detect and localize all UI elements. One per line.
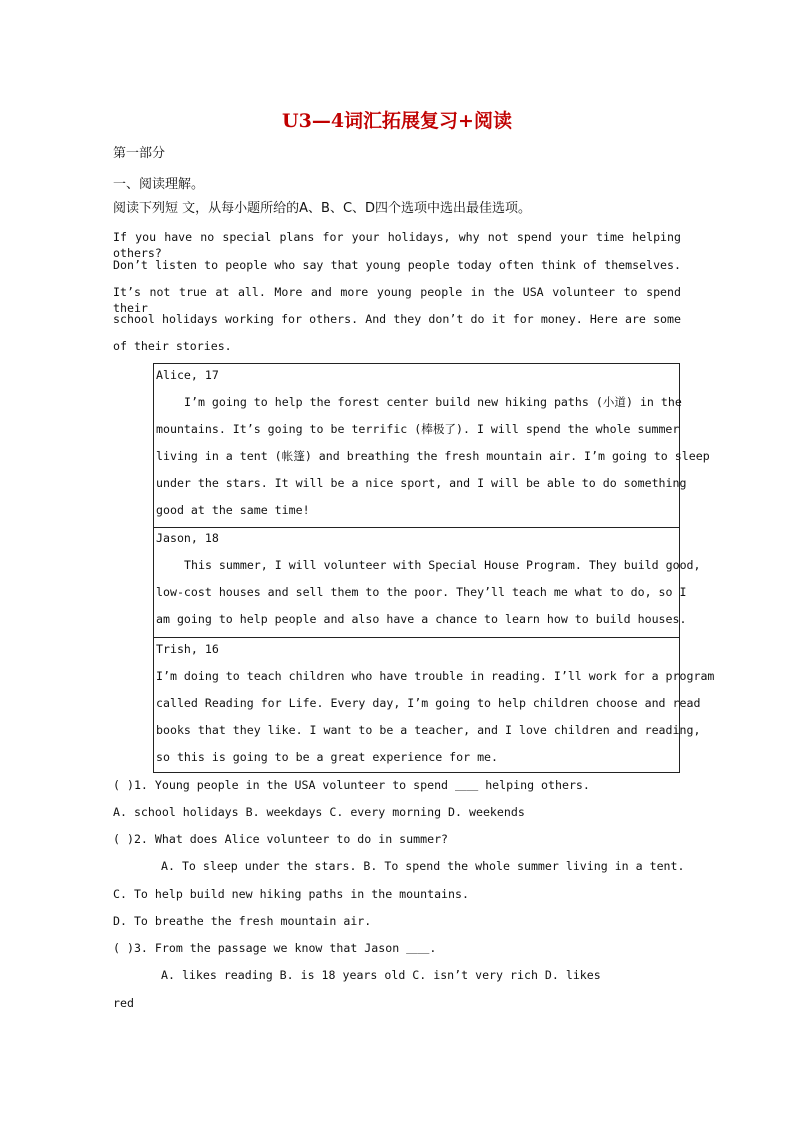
question-2-option-c: C. To help build new hiking paths in the mountains. [113,887,469,901]
story-line: This summer, I will volunteer with Special House Program. They build good, [184,558,701,572]
story-line: am going to help people and also have a chance to learn how to build houses. [156,612,687,626]
story-line: I’m doing to teach children who have trouble in reading. I’ll work for a program [156,669,715,683]
intro-line: school holidays working for others. And they don’t do it for money. Here are some [113,312,681,326]
question-1-options: A. school holidays B. weekdays C. every morning D. weekends [113,805,525,819]
story-line: mountains. It’s going to be terrific (棒极了). I will spend the whole summer [156,422,680,436]
question-1: ( )1. Young people in the USA volunteer to spend ＿＿ helping others. [113,778,590,792]
story-jason [154,528,701,638]
section-heading: 一、阅读理解。 [113,177,205,192]
page-title: U3—4词汇拓展复习+阅读 [282,110,512,132]
story-line: books that they like. I want to be a teacher, and I love children and reading, [156,723,701,737]
story-name: Jason, 18 [156,531,219,545]
story-name: Alice, 17 [156,368,219,382]
stories-table [153,363,715,773]
story-line: so this is going to be a great experience for me. [156,750,499,764]
question-3: ( )3. From the passage we know that Jason ＿＿. [113,941,437,955]
story-line: good at the same time! [156,503,310,517]
part-heading: 第一部分 [113,146,166,161]
question-3-options-wrap: red [113,996,134,1010]
story-alice [154,364,710,528]
question-2: ( )2. What does Alice volunteer to do in summer? [113,832,449,846]
intro-line: If you have no special plans for your holidays, why not spend your time helping others? [113,230,681,260]
question-2-option-d: D. To breathe the fresh mountain air. [113,914,372,928]
question-3-options: A. likes reading B. is 18 years old C. isn’t very rich D. likes [161,968,601,982]
story-name: Trish, 16 [156,642,219,656]
intro-line: of their stories. [113,339,232,353]
story-line: under the stars. It will be a nice sport, and I will be able to do something [156,476,687,490]
story-line: living in a tent (帐篷) and breathing the fresh mountain air. I’m going to sleep [156,449,710,463]
intro-line: Don’t listen to people who say that young people today often think of themselves. [113,258,681,272]
question-2-options-ab: A. To sleep under the stars. B. To spend the whole summer living in a tent. [161,859,685,873]
story-line: low-cost houses and sell them to the poor. They’ll teach me what to do, so I [156,585,687,599]
intro-line: It’s not true at all. More and more young people in the USA volunteer to spend their [113,285,681,315]
instruction-text: 阅读下列短 文，从每小题所给的A、B、C、D四个选项中选出最佳选项。 [113,201,532,216]
story-line: I’m going to help the forest center build new hiking paths (小道) in the [184,395,682,409]
story-trish [154,638,715,772]
story-line: called Reading for Life. Every day, I’m going to help children choose and read [156,696,701,710]
